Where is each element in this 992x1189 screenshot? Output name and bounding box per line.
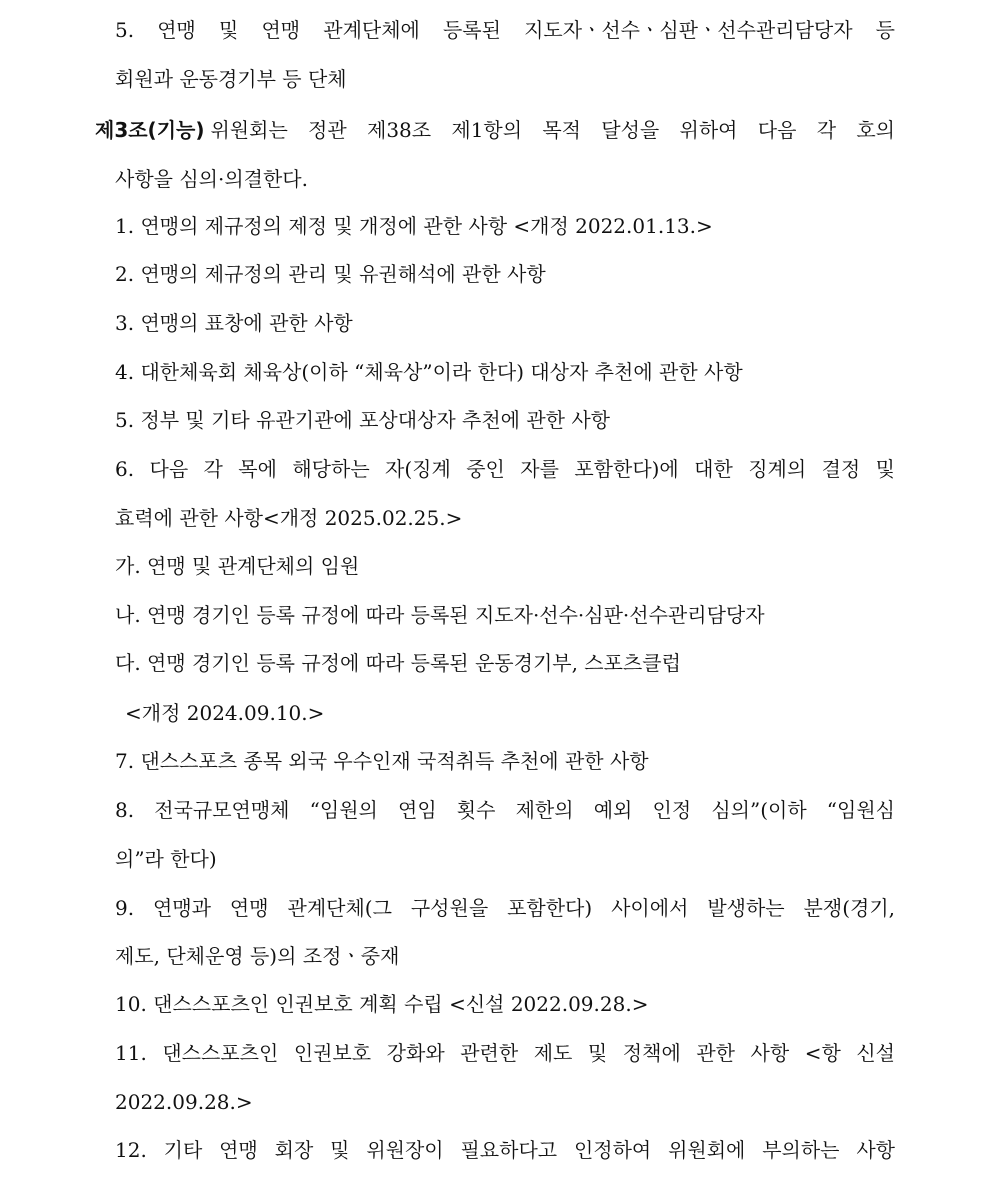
item-6-subitem-ga: 가. 연맹 및 관계단체의 임원 xyxy=(115,554,360,578)
item-11-line2: 2022.09.28.> xyxy=(115,1090,253,1114)
item-3: 3. 연맹의 표창에 관한 사항 xyxy=(115,311,353,335)
item-9-line1 xyxy=(115,893,895,923)
item-7: 7. 댄스스포츠 종목 외국 우수인재 국적취득 추천에 관한 사항 xyxy=(115,749,649,773)
item-11-text: 11. 댄스스포츠인 인권보호 강화와 관련한 제도 및 정책에 관한 사항 <항 신설 xyxy=(115,1041,895,1065)
item-10: 10. 댄스스포츠인 인권보호 계획 수립 <신설 2022.09.28.> xyxy=(115,992,649,1016)
item-12-line1 xyxy=(115,1135,895,1165)
item-6-line2: 효력에 관한 사항<개정 2025.02.25.> xyxy=(115,506,463,530)
article-3-heading: 제3조(기능) xyxy=(95,118,205,142)
item-8-text: 8. 전국규모연맹체 “임원의 연임 횟수 제한의 예외 인정 심의”(이하 “임원심 xyxy=(115,798,895,822)
item-8-line2: 의”라 한다) xyxy=(115,847,217,871)
item-5: 5. 정부 및 기타 유관기관에 포상대상자 추천에 관한 사항 xyxy=(115,408,610,432)
item-9-line2: 제도, 단체운영 등)의 조정ㆍ중재 xyxy=(115,944,400,968)
item-1: 1. 연맹의 제규정의 제정 및 개정에 관한 사항 <개정 2022.01.13.> xyxy=(115,214,713,238)
item-8-line1 xyxy=(115,795,895,825)
article-3-text: 위원회는 정관 제38조 제1항의 목적 달성을 위하여 다음 각 호의 xyxy=(210,118,895,142)
item-6-subitem-na: 나. 연맹 경기인 등록 규정에 따라 등록된 지도자·선수·심판·선수관리담당자 xyxy=(115,603,765,627)
item-6-line1 xyxy=(115,454,895,484)
item-9-text: 9. 연맹과 연맹 관계단체(그 구성원을 포함한다) 사이에서 발생하는 분쟁(경기, xyxy=(115,896,895,920)
item-6-subitem-da: 다. 연맹 경기인 등록 규정에 따라 등록된 운동경기부, 스포츠클럽 xyxy=(115,651,681,675)
article-3-line2: 사항을 심의·의결한다. xyxy=(115,167,308,191)
prev-item-5-line1 xyxy=(115,15,895,45)
item-11-line1 xyxy=(115,1038,895,1068)
item-4: 4. 대한체육회 체육상(이하 “체육상”이라 한다) 대상자 추천에 관한 사항 xyxy=(115,360,743,384)
item-12-text: 12. 기타 연맹 회장 및 위원장이 필요하다고 인정하여 위원회에 부의하는 사항 xyxy=(115,1138,895,1162)
prev-item-5-line2: 회원과 운동경기부 등 단체 xyxy=(115,67,347,91)
prev-item-5-text: 5. 연맹 및 연맹 관계단체에 등록된 지도자ㆍ선수ㆍ심판ㆍ선수관리담당자 등 xyxy=(115,18,895,42)
item-2: 2. 연맹의 제규정의 관리 및 유권해석에 관한 사항 xyxy=(115,262,546,286)
item-6-amend-note: <개정 2024.09.10.> xyxy=(125,701,325,725)
item-6-text: 6. 다음 각 목에 해당하는 자(징계 중인 자를 포함한다)에 대한 징계의 결정 및 xyxy=(115,457,895,481)
article-3-line1 xyxy=(95,115,895,145)
